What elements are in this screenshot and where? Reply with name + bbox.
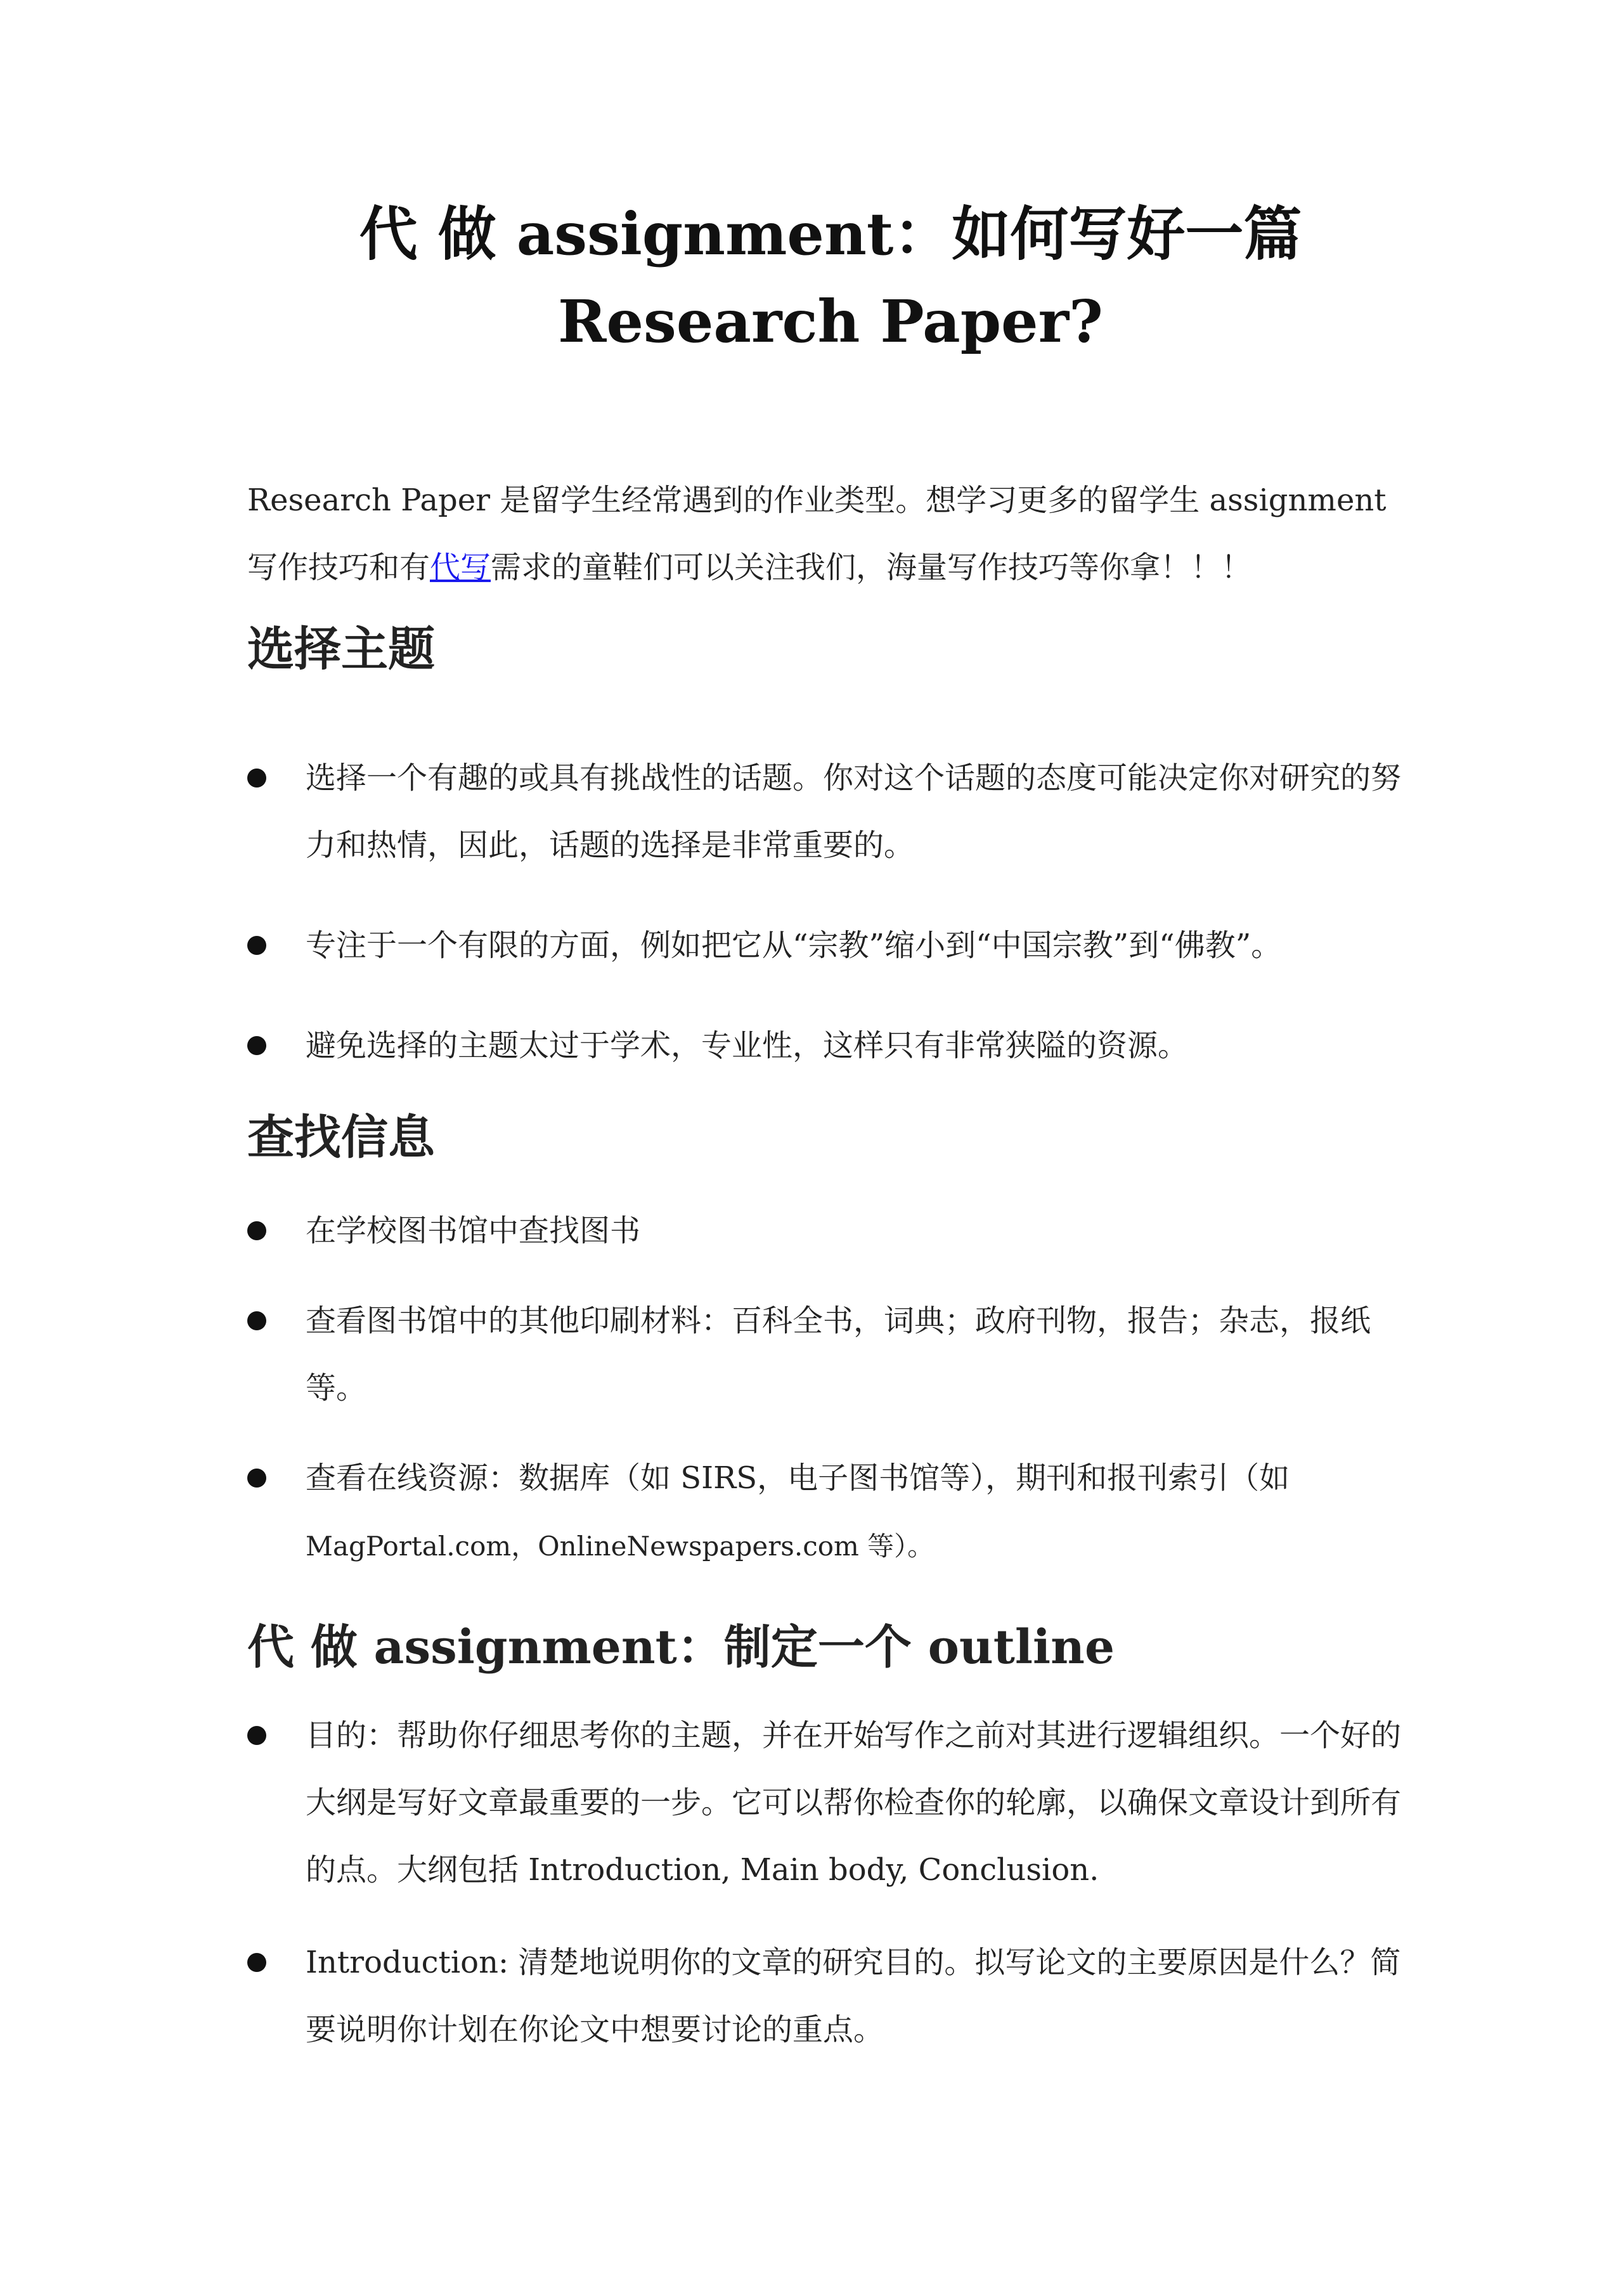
find-info-list [247,1197,1414,1580]
bullet-icon [247,1469,266,1488]
bullet-icon [247,1036,266,1055]
section-heading-find-info: 查找信息 [247,1110,435,1165]
list-item-text: 在学校图书馆中查找图书 [306,1213,641,1249]
list-item [247,744,1414,879]
list-item [247,1012,1414,1079]
list-item-text: 选择一个有趣的或具有挑战性的话题。你对这个话题的态度可能决定你对研究的努力和热情，因此，话题的选择是非常重要的。 [306,760,1402,863]
intro-text-before-link: Research Paper 是留学生经常遇到的作业类型。想学习更多的留学生 assignment 写作技巧和有 [247,483,1387,585]
list-item [247,1929,1414,2063]
bullet-icon [247,1311,266,1330]
list-item [247,912,1414,979]
daixie-link[interactable]: 代写 [430,550,491,585]
bullet-icon [247,1221,266,1240]
list-item-text: 避免选择的主题太过于学术，专业性，这样只有非常狭隘的资源。 [306,1028,1189,1063]
list-item-text: 查看在线资源：数据库（如 SIRS，电子图书馆等），期刊和报刊索引（如 [306,1460,1290,1496]
bullet-icon [247,936,266,955]
intro-text-after-link: 需求的童鞋们可以关注我们，海量写作技巧等你拿！！！ [491,550,1252,585]
list-item [247,1702,1414,1904]
document-title: 代 做 assignment：如何写好一篇 Research Paper? [359,200,1302,356]
list-item-text: 专注于一个有限的方面，例如把它从“宗教”缩小到“中国宗教”到“佛教”。 [306,928,1282,963]
outline-list [247,1702,1414,2063]
bullet-icon [247,1726,266,1745]
bullet-icon [247,769,266,788]
list-item [247,1444,1414,1580]
section-heading-choose-topic: 选择主题 [247,622,435,677]
list-item [247,1287,1414,1422]
list-item-text: 查看图书馆中的其他印刷材料：百科全书，词典；政府刊物，报告；杂志，报纸等。 [306,1303,1371,1406]
intro-paragraph [247,467,1414,601]
section-heading-outline: 代 做 assignment：制定一个 outline [247,1620,1115,1675]
list-item-text: 目的：帮助你仔细思考你的主题，并在开始写作之前对其进行逻辑组织。一个好的大纲是写好文章最重要的一步。它可以帮你检查你的轮廓，以确保文章设计到所有的点。大纲包括 Introduction, Main body, Conclusion. [306,1718,1402,1888]
list-item-text: Introduction: 清楚地说明你的文章的研究目的。拟写论文的主要原因是什么？简要说明你计划在你论文中想要讨论的重点。 [306,1945,1401,2047]
list-item-text-continued: MagPortal.com，OnlineNewspapers.com 等）。 [306,1531,934,1562]
choose-topic-list [247,744,1414,1079]
list-item [247,1197,1414,1264]
bullet-icon [247,1953,266,1972]
